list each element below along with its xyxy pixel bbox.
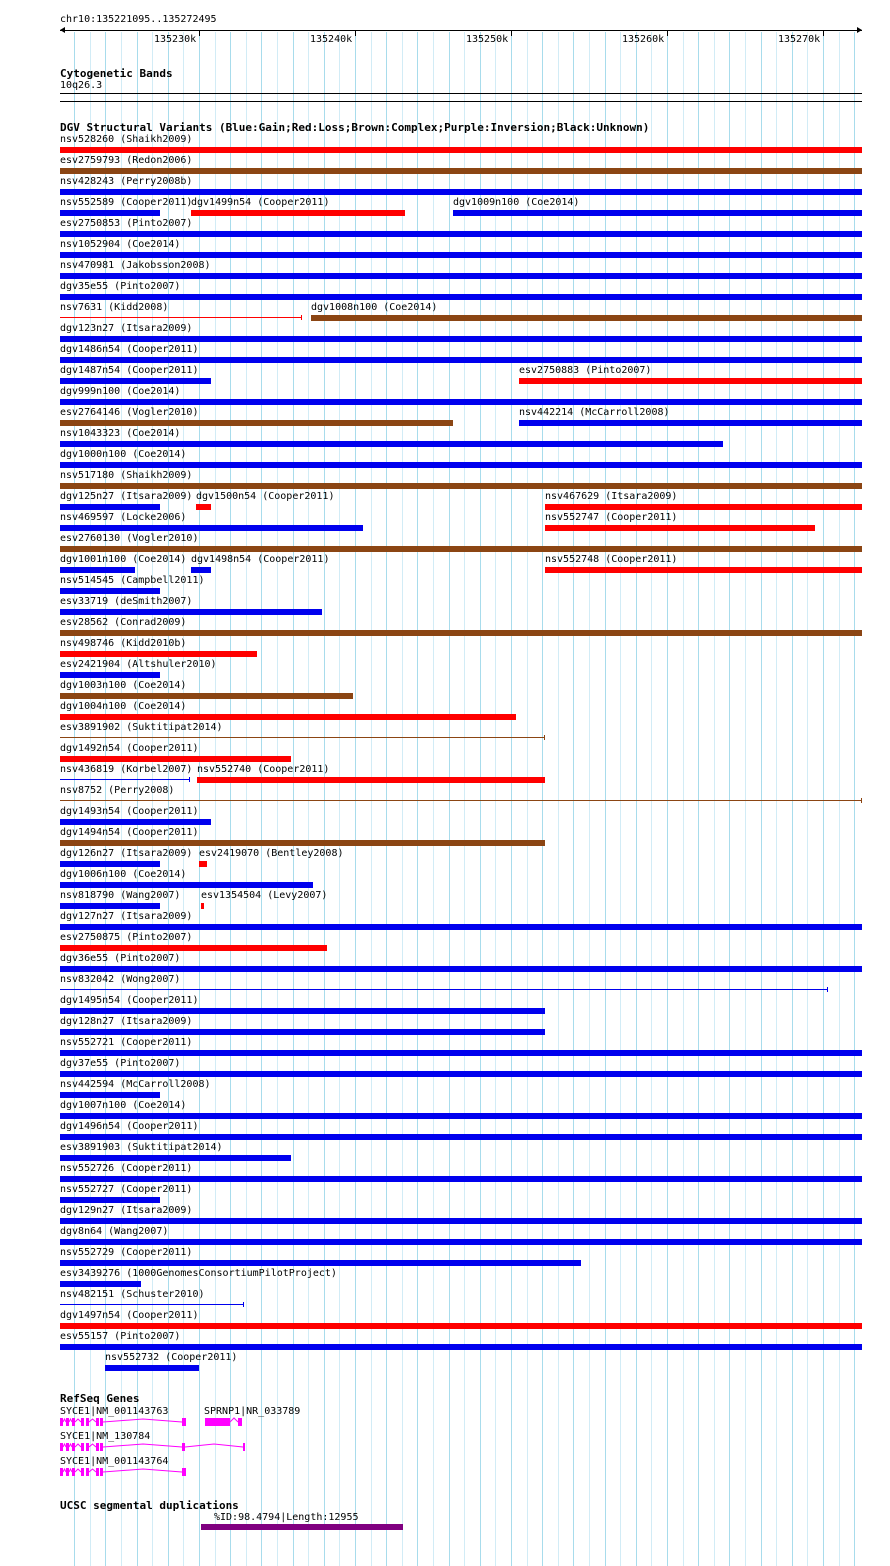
gene-model-syce1-nm-001143764 <box>60 1468 186 1476</box>
variant-label: dgv128n27 (Itsara2009) <box>60 1016 193 1027</box>
variant-label: nsv470981 (Jakobsson2008) <box>60 260 211 271</box>
gene-model-sprnp1-nr-033789 <box>205 1418 242 1426</box>
variant-label: esv33719 (deSmith2007) <box>60 596 193 607</box>
cytoband-label: 10q26.3 <box>60 80 103 91</box>
variant-bar[interactable] <box>60 800 862 801</box>
variant-label: esv3891902 (Suktitipat2014) <box>60 722 223 733</box>
variant-bar[interactable] <box>60 168 862 174</box>
variant-label: dgv1494n54 (Cooper2011) <box>60 827 199 838</box>
variant-label: nsv1043323 (Coe2014) <box>60 428 181 439</box>
variant-label: dgv36e55 (Pinto2007) <box>60 953 181 964</box>
variant-label: nsv552748 (Cooper2011) <box>545 554 678 565</box>
variant-bar[interactable] <box>60 378 211 384</box>
variant-label: esv2421904 (Altshuler2010) <box>60 659 217 670</box>
variant-bar[interactable] <box>60 609 322 615</box>
variant-bar[interactable] <box>60 630 862 636</box>
variant-label: dgv999n100 (Coe2014) <box>60 386 181 397</box>
variant-label: dgv1495n54 (Cooper2011) <box>60 995 199 1006</box>
variant-label: nsv552726 (Cooper2011) <box>60 1163 193 1174</box>
variant-bar[interactable] <box>311 315 862 321</box>
variant-bar[interactable] <box>197 777 545 783</box>
variant-bar[interactable] <box>60 1176 862 1182</box>
variant-bar[interactable] <box>60 504 160 510</box>
variant-bar[interactable] <box>60 840 545 846</box>
variant-label: nsv498746 (Kidd2010b) <box>60 638 187 649</box>
variant-label: dgv127n27 (Itsara2009) <box>60 911 193 922</box>
variant-bar[interactable] <box>60 357 862 363</box>
variant-label: nsv482151 (Schuster2010) <box>60 1289 205 1300</box>
variant-bar[interactable] <box>545 525 815 531</box>
variant-label: nsv818790 (Wang2007) <box>60 890 181 901</box>
variant-label: nsv442214 (McCarroll2008) <box>519 407 670 418</box>
variant-bar[interactable] <box>60 1008 545 1014</box>
variant-bar[interactable] <box>60 1260 581 1266</box>
variant-label: esv2750883 (Pinto2007) <box>519 365 652 376</box>
variant-bar[interactable] <box>60 882 313 888</box>
ruler-tick <box>511 31 512 36</box>
variant-bar[interactable] <box>60 1218 862 1224</box>
variant-label: dgv1007n100 (Coe2014) <box>60 1100 187 1111</box>
variant-bar[interactable] <box>60 779 190 780</box>
ruler-axis <box>60 30 862 31</box>
variant-bar[interactable] <box>60 1113 862 1119</box>
variant-label: esv2419070 (Bentley2008) <box>199 848 344 859</box>
variant-bar[interactable] <box>60 1344 862 1350</box>
variant-bar[interactable] <box>105 1365 199 1371</box>
variant-label: dgv35e55 (Pinto2007) <box>60 281 181 292</box>
ruler-tick-label: 135230k <box>154 34 197 45</box>
variant-bar[interactable] <box>60 441 723 447</box>
segdup-label: %ID:98.4794|Length:12955 <box>214 1512 359 1523</box>
ruler-tick <box>199 31 200 36</box>
variant-label: nsv552732 (Cooper2011) <box>105 1352 238 1363</box>
variant-bar[interactable] <box>60 966 862 972</box>
variant-label: esv2764146 (Vogler2010) <box>60 407 199 418</box>
cytobands-title: Cytogenetic Bands <box>60 67 173 80</box>
variant-label: dgv1004n100 (Coe2014) <box>60 701 187 712</box>
variant-bar[interactable] <box>191 567 211 573</box>
variant-label: dgv1498n54 (Cooper2011) <box>191 554 330 565</box>
variant-bar[interactable] <box>60 483 862 489</box>
variant-label: esv3891903 (Suktitipat2014) <box>60 1142 223 1153</box>
variant-label: nsv442594 (McCarroll2008) <box>60 1079 211 1090</box>
variant-label: esv1354504 (Levy2007) <box>201 890 328 901</box>
variant-label: nsv514545 (Campbell2011) <box>60 575 205 586</box>
variant-bar[interactable] <box>60 693 353 699</box>
variant-bar[interactable] <box>60 861 160 867</box>
variant-bar[interactable] <box>60 210 160 216</box>
variant-label: dgv126n27 (Itsara2009) <box>60 848 193 859</box>
variant-label: nsv469597 (Locke2006) <box>60 512 187 523</box>
ruler-left-arrow <box>60 27 65 33</box>
dgv-track-title: DGV Structural Variants (Blue:Gain;Red:Loss;Brown:Complex;Purple:Inversion;Black:Unknown) <box>60 121 650 134</box>
variant-bar[interactable] <box>60 189 862 195</box>
variant-label: dgv1003n100 (Coe2014) <box>60 680 187 691</box>
variant-bar[interactable] <box>60 525 363 531</box>
variant-bar[interactable] <box>60 462 862 468</box>
variant-bar[interactable] <box>519 420 862 426</box>
variant-label: nsv528260 (Shaikh2009) <box>60 134 193 145</box>
cytoband-top-line <box>60 93 862 94</box>
variant-label: dgv125n27 (Itsara2009) <box>60 491 193 502</box>
variant-bar[interactable] <box>60 317 302 318</box>
variant-bar[interactable] <box>519 378 862 384</box>
variant-bar[interactable] <box>60 1155 291 1161</box>
variant-bar[interactable] <box>60 1239 862 1245</box>
variant-label: dgv1493n54 (Cooper2011) <box>60 806 199 817</box>
variant-label: dgv1001n100 (Coe2014) <box>60 554 187 565</box>
variant-bar[interactable] <box>60 945 327 951</box>
variant-bar[interactable] <box>545 504 862 510</box>
variant-bar[interactable] <box>60 231 862 237</box>
variant-label: nsv552727 (Cooper2011) <box>60 1184 193 1195</box>
variant-bar[interactable] <box>196 504 211 510</box>
variant-bar[interactable] <box>60 1050 862 1056</box>
variant-label: esv55157 (Pinto2007) <box>60 1331 181 1342</box>
ruler-tick-label: 135250k <box>466 34 509 45</box>
variant-label: dgv1496n54 (Cooper2011) <box>60 1121 199 1132</box>
variant-bar[interactable] <box>60 1281 141 1287</box>
variant-bar[interactable] <box>60 1092 160 1098</box>
variant-label: esv3439276 (1000GenomesConsortiumPilotProject) <box>60 1268 337 1279</box>
variant-label: esv2750853 (Pinto2007) <box>60 218 193 229</box>
variant-bar[interactable] <box>60 567 135 573</box>
segdup-bar[interactable] <box>201 1524 403 1530</box>
ruler-right-arrow <box>857 27 862 33</box>
variant-bar[interactable] <box>60 989 828 990</box>
refseq-gene-models <box>0 1412 890 1492</box>
ruler-tick <box>823 31 824 36</box>
ruler-location: chr10:135221095..135272495 <box>60 14 217 25</box>
variant-label: nsv552729 (Cooper2011) <box>60 1247 193 1258</box>
variant-bar[interactable] <box>60 1134 862 1140</box>
variant-label: nsv552589 (Cooper2011) <box>60 197 193 208</box>
variant-label: esv2760130 (Vogler2010) <box>60 533 199 544</box>
variant-bar[interactable] <box>60 651 257 657</box>
ruler-tick <box>667 31 668 36</box>
variant-bar[interactable] <box>60 903 160 909</box>
variant-bar[interactable] <box>60 714 516 720</box>
variant-label: esv28562 (Conrad2009) <box>60 617 187 628</box>
gene-label: SYCE1|NM_001143763 <box>60 1406 169 1417</box>
ruler-tick-label: 135240k <box>310 34 353 45</box>
variant-label: nsv552721 (Cooper2011) <box>60 1037 193 1048</box>
segdup-track-title: UCSC segmental duplications <box>60 1499 239 1512</box>
variant-label: dgv1006n100 (Coe2014) <box>60 869 187 880</box>
variant-bar[interactable] <box>60 672 160 678</box>
gene-label: SYCE1|NM_001143764 <box>60 1456 169 1467</box>
variant-bar[interactable] <box>199 861 207 867</box>
variant-label: esv2750875 (Pinto2007) <box>60 932 193 943</box>
variant-bar[interactable] <box>60 1029 545 1035</box>
variant-label: dgv37e55 (Pinto2007) <box>60 1058 181 1069</box>
cytoband-bottom-line <box>60 101 862 102</box>
ruler-tick-label: 135270k <box>778 34 821 45</box>
variant-label: dgv1486n54 (Cooper2011) <box>60 344 199 355</box>
variant-label: nsv467629 (Itsara2009) <box>545 491 678 502</box>
variant-bar[interactable] <box>191 210 405 216</box>
refseq-track-title: RefSeq Genes <box>60 1392 140 1405</box>
variant-bar[interactable] <box>60 756 291 762</box>
variant-bar[interactable] <box>60 147 862 153</box>
variant-bar[interactable] <box>60 588 160 594</box>
variant-label: dgv1000n100 (Coe2014) <box>60 449 187 460</box>
variant-label: nsv552740 (Cooper2011) <box>197 764 330 775</box>
variant-bar[interactable] <box>60 273 862 279</box>
variant-bar[interactable] <box>60 1197 160 1203</box>
variant-bar[interactable] <box>60 336 862 342</box>
gene-label: SPRNP1|NR_033789 <box>204 1406 301 1417</box>
variant-label: dgv1487n54 (Cooper2011) <box>60 365 199 376</box>
variant-bar[interactable] <box>60 420 453 426</box>
variant-label: nsv552747 (Cooper2011) <box>545 512 678 523</box>
variant-label: dgv1492n54 (Cooper2011) <box>60 743 199 754</box>
variant-bar[interactable] <box>60 1323 862 1329</box>
variant-bar[interactable] <box>60 252 862 258</box>
ruler-tick-label: 135260k <box>622 34 665 45</box>
variant-label: dgv1009n100 (Coe2014) <box>453 197 580 208</box>
variant-label: esv2759793 (Redon2006) <box>60 155 193 166</box>
variant-label: nsv517180 (Shaikh2009) <box>60 470 193 481</box>
gene-model-syce1-nm-130784 <box>60 1443 245 1451</box>
variant-label: nsv428243 (Perry2008b) <box>60 176 193 187</box>
variant-bar[interactable] <box>545 567 862 573</box>
ruler-tick <box>355 31 356 36</box>
variant-bar[interactable] <box>60 546 862 552</box>
variant-label: nsv832042 (Wong2007) <box>60 974 181 985</box>
gene-model-syce1-nm-001143763 <box>60 1418 186 1426</box>
variant-bar[interactable] <box>60 737 545 738</box>
variant-label: dgv1008n100 (Coe2014) <box>311 302 438 313</box>
variant-bar[interactable] <box>60 399 862 405</box>
variant-label: dgv1499n54 (Cooper2011) <box>191 197 330 208</box>
variant-bar[interactable] <box>60 1071 862 1077</box>
variant-label: dgv129n27 (Itsara2009) <box>60 1205 193 1216</box>
variant-label: nsv436819 (Korbel2007) <box>60 764 193 775</box>
variant-bar[interactable] <box>201 903 204 909</box>
variant-bar[interactable] <box>60 1304 244 1305</box>
variant-bar[interactable] <box>60 924 862 930</box>
variant-label: nsv8752 (Perry2008) <box>60 785 175 796</box>
variant-label: dgv1500n54 (Cooper2011) <box>196 491 335 502</box>
variant-bar[interactable] <box>60 819 211 825</box>
variant-label: dgv1497n54 (Cooper2011) <box>60 1310 199 1321</box>
variant-label: nsv7631 (Kidd2008) <box>60 302 169 313</box>
variant-label: dgv123n27 (Itsara2009) <box>60 323 193 334</box>
gene-label: SYCE1|NM_130784 <box>60 1431 151 1442</box>
variant-bar[interactable] <box>453 210 862 216</box>
variant-label: nsv1052904 (Coe2014) <box>60 239 181 250</box>
variant-bar[interactable] <box>60 294 862 300</box>
variant-label: dgv8n64 (Wang2007) <box>60 1226 169 1237</box>
